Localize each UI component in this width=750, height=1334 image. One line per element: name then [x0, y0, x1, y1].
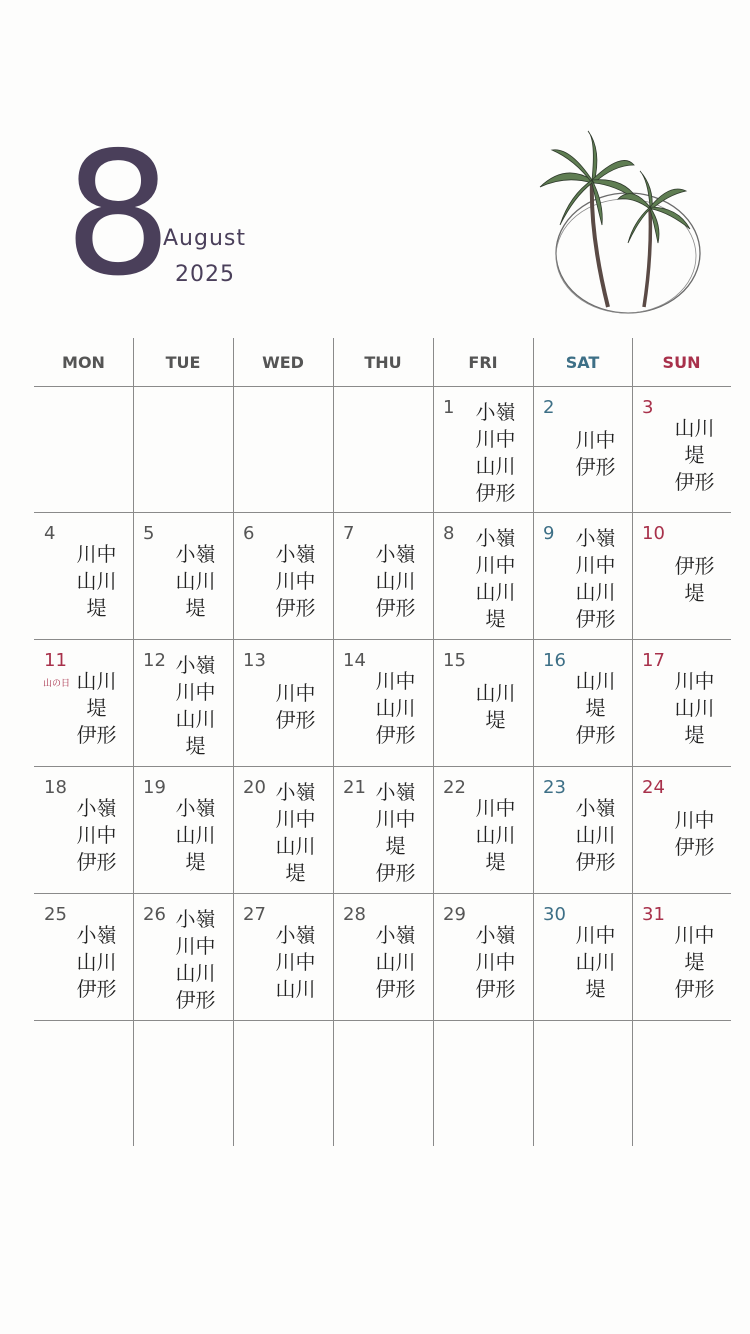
staff-list [662, 415, 727, 496]
day-number: 27 [243, 904, 266, 925]
day-cell[interactable] [632, 767, 731, 893]
staff-name: 川中 [375, 669, 416, 693]
staff-name: 堤 [585, 977, 606, 1001]
staff-name: 伊形 [575, 723, 616, 747]
staff-name: 伊形 [475, 977, 516, 1001]
staff-name: 山川 [575, 580, 616, 604]
staff-name: 小嶺 [76, 923, 117, 947]
staff-name: 川中 [475, 427, 516, 451]
staff-name: 山川 [275, 977, 316, 1001]
staff-name: 小嶺 [475, 400, 516, 424]
staff-name: 小嶺 [375, 780, 416, 804]
day-cell[interactable] [333, 513, 432, 639]
staff-name: 小嶺 [575, 526, 616, 550]
day-cell[interactable] [233, 767, 332, 893]
day-cell[interactable] [133, 513, 232, 639]
staff-name: 伊形 [475, 481, 516, 505]
staff-name: 小嶺 [76, 796, 117, 820]
staff-name: 堤 [185, 734, 206, 758]
weekday-fri: FRI [468, 352, 498, 372]
staff-list [563, 525, 628, 633]
staff-name: 山川 [475, 454, 516, 478]
staff-name: 川中 [674, 669, 715, 693]
day-cell[interactable] [632, 513, 731, 639]
staff-list [363, 922, 428, 1003]
staff-name: 山川 [575, 823, 616, 847]
day-cell[interactable] [632, 387, 731, 513]
day-number: 30 [543, 904, 566, 925]
staff-list [64, 795, 129, 876]
day-cell[interactable] [34, 767, 133, 893]
day-cell[interactable] [433, 513, 532, 639]
staff-name: 川中 [175, 934, 216, 958]
staff-list [64, 541, 129, 622]
day-cell[interactable] [533, 767, 632, 893]
staff-list [363, 779, 428, 887]
staff-name: 小嶺 [175, 907, 216, 931]
staff-name: 川中 [575, 923, 616, 947]
staff-name: 山川 [76, 569, 117, 593]
staff-name: 山川 [674, 696, 715, 720]
staff-name: 伊形 [674, 835, 715, 859]
staff-name: 堤 [485, 708, 506, 732]
staff-list [463, 795, 528, 876]
staff-name: 川中 [275, 681, 316, 705]
staff-name: 山川 [76, 950, 117, 974]
staff-name: 小嶺 [275, 780, 316, 804]
staff-name: 伊形 [375, 861, 416, 885]
day-cell[interactable] [433, 387, 532, 513]
staff-name: 堤 [385, 834, 406, 858]
day-cell[interactable] [433, 894, 532, 1020]
staff-name: 小嶺 [175, 542, 216, 566]
staff-name: 堤 [485, 850, 506, 874]
staff-list [563, 795, 628, 876]
staff-name: 堤 [185, 596, 206, 620]
day-number: 20 [243, 777, 266, 798]
day-number: 31 [642, 904, 665, 925]
staff-name: 小嶺 [475, 526, 516, 550]
day-cell[interactable] [632, 640, 731, 766]
day-number: 22 [443, 777, 466, 798]
staff-name: 川中 [275, 807, 316, 831]
staff-name: 伊形 [375, 596, 416, 620]
staff-name: 山川 [375, 569, 416, 593]
staff-name: 川中 [375, 807, 416, 831]
staff-name: 伊形 [76, 850, 117, 874]
staff-name: 堤 [86, 696, 107, 720]
staff-list [263, 779, 328, 887]
staff-name: 川中 [475, 553, 516, 577]
staff-name: 川中 [275, 950, 316, 974]
weekday-sun: SUN [662, 352, 701, 372]
day-number: 17 [642, 650, 665, 671]
staff-name: 伊形 [575, 607, 616, 631]
staff-name: 伊形 [76, 723, 117, 747]
staff-name: 伊形 [275, 708, 316, 732]
staff-list [662, 807, 727, 861]
day-number: 2 [543, 397, 555, 418]
day-cell[interactable] [333, 640, 432, 766]
day-cell[interactable] [133, 894, 232, 1020]
staff-name: 堤 [285, 861, 306, 885]
staff-list [263, 680, 328, 734]
staff-list [662, 922, 727, 1003]
month-name: August [163, 226, 246, 251]
staff-name: 伊形 [575, 455, 616, 479]
staff-name: 川中 [76, 542, 117, 566]
staff-list [463, 922, 528, 1003]
staff-list [163, 652, 228, 760]
day-cell[interactable] [533, 387, 632, 513]
staff-name: 伊形 [375, 977, 416, 1001]
day-cell[interactable] [333, 894, 432, 1020]
staff-name: 山川 [674, 416, 715, 440]
weekday-sat: SAT [565, 352, 600, 372]
staff-name: 小嶺 [175, 653, 216, 677]
staff-list [563, 427, 628, 481]
year: 2025 [175, 262, 235, 287]
day-number: 28 [343, 904, 366, 925]
staff-name: 山川 [76, 669, 117, 693]
day-number: 21 [343, 777, 366, 798]
staff-list [64, 922, 129, 1003]
day-number: 15 [443, 650, 466, 671]
staff-name: 伊形 [76, 977, 117, 1001]
staff-name: 堤 [684, 950, 705, 974]
staff-list [363, 668, 428, 749]
staff-list [163, 541, 228, 622]
staff-name: 伊形 [674, 554, 715, 578]
staff-name: 川中 [76, 823, 117, 847]
staff-list [662, 668, 727, 749]
day-cell[interactable] [533, 640, 632, 766]
day-cell[interactable] [632, 894, 731, 1020]
day-number: 4 [44, 523, 56, 544]
staff-name: 山川 [175, 569, 216, 593]
day-number: 16 [543, 650, 566, 671]
calendar-grid [34, 338, 731, 1148]
staff-list [163, 795, 228, 876]
staff-name: 伊形 [175, 988, 216, 1012]
grid-line [34, 1020, 731, 1021]
staff-list [263, 541, 328, 622]
staff-name: 伊形 [575, 850, 616, 874]
staff-list [64, 668, 129, 749]
staff-name: 伊形 [375, 723, 416, 747]
staff-list [363, 541, 428, 622]
staff-name: 山川 [375, 696, 416, 720]
staff-name: 伊形 [674, 470, 715, 494]
day-number: 10 [642, 523, 665, 544]
staff-name: 堤 [86, 596, 107, 620]
staff-name: 川中 [575, 428, 616, 452]
day-number: 7 [343, 523, 355, 544]
staff-list [263, 922, 328, 1003]
staff-name: 小嶺 [275, 923, 316, 947]
staff-name: 小嶺 [275, 542, 316, 566]
staff-list [662, 553, 727, 607]
day-cell[interactable] [433, 767, 532, 893]
staff-list [563, 668, 628, 749]
day-number: 26 [143, 904, 166, 925]
day-number: 6 [243, 523, 255, 544]
day-number: 19 [143, 777, 166, 798]
staff-name: 山川 [175, 707, 216, 731]
staff-name: 堤 [585, 696, 606, 720]
staff-name: 山川 [475, 681, 516, 705]
month-number: 8 [64, 116, 169, 314]
staff-name: 川中 [575, 553, 616, 577]
day-number: 9 [543, 523, 555, 544]
weekday-thu: THU [364, 352, 402, 372]
staff-name: 山川 [475, 580, 516, 604]
day-number: 25 [44, 904, 67, 925]
staff-name: 川中 [175, 680, 216, 704]
staff-name: 川中 [275, 569, 316, 593]
staff-name: 川中 [674, 808, 715, 832]
staff-name: 山川 [175, 823, 216, 847]
day-cell[interactable] [233, 894, 332, 1020]
day-cell[interactable] [34, 640, 133, 766]
staff-list [463, 680, 528, 734]
staff-name: 堤 [684, 581, 705, 605]
staff-name: 川中 [475, 796, 516, 820]
staff-name: 山川 [375, 950, 416, 974]
day-number: 12 [143, 650, 166, 671]
staff-name: 山川 [175, 961, 216, 985]
staff-name: 山川 [575, 669, 616, 693]
day-cell[interactable] [433, 640, 532, 766]
day-number: 3 [642, 397, 654, 418]
day-number: 1 [443, 397, 455, 418]
day-cell[interactable] [34, 894, 133, 1020]
palm-trees-illustration [530, 125, 715, 320]
weekday-tue: TUE [165, 352, 201, 372]
day-cell[interactable] [34, 513, 133, 639]
staff-name: 小嶺 [375, 542, 416, 566]
staff-name: 堤 [684, 443, 705, 467]
day-cell[interactable] [233, 513, 332, 639]
day-cell[interactable] [133, 640, 232, 766]
staff-name: 堤 [684, 723, 705, 747]
day-cell[interactable] [233, 640, 332, 766]
staff-list [463, 525, 528, 633]
day-cell[interactable] [533, 894, 632, 1020]
staff-name: 川中 [475, 950, 516, 974]
staff-name: 山川 [275, 834, 316, 858]
staff-name: 伊形 [275, 596, 316, 620]
staff-name: 川中 [674, 923, 715, 947]
day-number: 8 [443, 523, 455, 544]
day-cell[interactable] [133, 767, 232, 893]
weekday-header [34, 338, 731, 386]
staff-name: 堤 [485, 607, 506, 631]
staff-name: 堤 [185, 850, 206, 874]
staff-list [163, 906, 228, 1014]
weekday-wed: WED [262, 352, 304, 372]
day-number: 11 [44, 650, 67, 671]
day-number: 14 [343, 650, 366, 671]
staff-name: 小嶺 [475, 923, 516, 947]
staff-name: 伊形 [674, 977, 715, 1001]
day-cell[interactable] [533, 513, 632, 639]
day-number: 13 [243, 650, 266, 671]
day-cell[interactable] [333, 767, 432, 893]
day-number: 5 [143, 523, 155, 544]
day-number: 18 [44, 777, 67, 798]
holiday-label: 山の日 [43, 679, 71, 689]
weekday-mon: MON [62, 352, 105, 372]
staff-name: 小嶺 [375, 923, 416, 947]
staff-name: 小嶺 [575, 796, 616, 820]
day-number: 23 [543, 777, 566, 798]
staff-name: 山川 [575, 950, 616, 974]
staff-list [463, 399, 528, 507]
day-number: 29 [443, 904, 466, 925]
day-number: 24 [642, 777, 665, 798]
staff-name: 小嶺 [175, 796, 216, 820]
staff-list [563, 922, 628, 1003]
staff-name: 山川 [475, 823, 516, 847]
